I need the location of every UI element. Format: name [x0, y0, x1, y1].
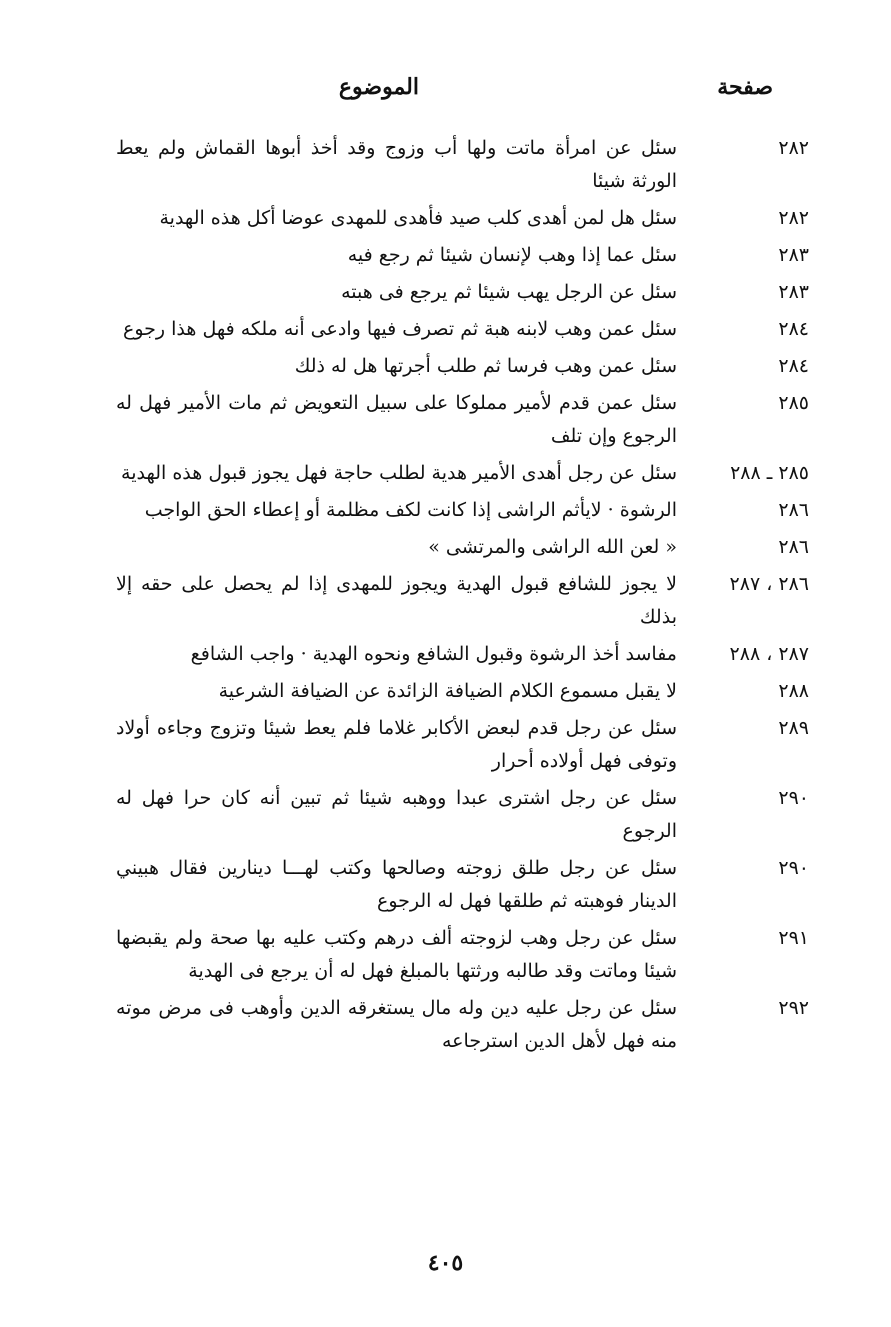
index-entries	[0, 132, 891, 1062]
entry-page-number: ٢٩٠	[778, 857, 809, 879]
entry-topic: لا يجوز للشافع قبول الهدية ويجوز للمهدى إذا لم يحصل على حقه إلا بذلك	[116, 573, 677, 628]
entry-topic: سئل عن رجل طلق زوجته وصالحها وكتب لهـــا دينارين فقال هبيني الدينار فوهبته ثم طلقها فهل له الرجوع	[116, 857, 677, 912]
entry-page-number: ٢٨٥	[778, 392, 809, 414]
index-entry	[0, 276, 891, 309]
index-entry	[0, 313, 891, 346]
index-entry	[0, 239, 891, 272]
entry-page-number: ٢٨٣	[778, 281, 809, 303]
entry-topic: « لعن الله الراشى والمرتشى »	[428, 536, 677, 558]
entry-page-number: ٢٨٤	[778, 355, 809, 377]
index-entry	[0, 782, 891, 848]
entry-topic: سئل عمن وهب فرسا ثم طلب أجرتها هل له ذلك	[294, 355, 677, 377]
index-entry	[0, 202, 891, 235]
index-entry	[0, 350, 891, 383]
entry-page-number: ٢٩٠	[778, 787, 809, 809]
entry-page-number: ٢٨٧ ، ٢٨٨	[729, 643, 809, 665]
entry-topic: سئل عن رجل عليه دين وله مال يستغرقه الدين وأوهب فى مرض موته منه فهل لأهل الدين استرجاعه	[116, 997, 677, 1052]
entry-topic: سئل عن رجل قدم لبعض الأكابر غلاما فلم يعط شيئا وتزوج وجاءه أولاد وتوفى فهل أولاده أحرار	[116, 717, 677, 772]
page-folio-number: ٤٠٥	[427, 1250, 464, 1276]
topic-column-title: الموضوع	[338, 74, 419, 100]
index-entry	[0, 494, 891, 527]
entry-page-number: ٢٨٤	[778, 318, 809, 340]
entry-page-number: ٢٨٣	[778, 244, 809, 266]
entry-page-number: ٢٨٥ ـ ٢٨٨	[730, 462, 809, 484]
index-entry	[0, 531, 891, 564]
entry-page-number: ٢٩١	[778, 927, 809, 949]
entry-page-number: ٢٨٢	[778, 137, 809, 159]
entry-page-number: ٢٨٦	[778, 536, 809, 558]
entry-page-number: ٢٨٨	[778, 680, 809, 702]
index-entry	[0, 387, 891, 453]
index-entry	[0, 457, 891, 490]
entry-topic: سئل عن رجل أهدى الأمير هدية لطلب حاجة فهل يجوز قبول هذه الهدية	[121, 462, 677, 484]
entry-topic: سئل عن امرأة ماتت ولها أب وزوج وقد أخذ أبوها القماش ولم يعط الورثة شيئا	[116, 137, 677, 192]
index-entry	[0, 712, 891, 778]
index-entry	[0, 568, 891, 634]
entry-topic: سئل عن الرجل يهب شيئا ثم يرجع فى هبته	[341, 281, 677, 303]
index-entry	[0, 675, 891, 708]
entry-page-number: ٢٨٢	[778, 207, 809, 229]
entry-topic: سئل عن رجل وهب لزوجته ألف درهم وكتب عليه بها صحة ولم يقبضها شيئا وماتت وقد طالبه ورثتها بالمبلغ فهل له أن يرجع فى الهدية	[116, 927, 677, 982]
entry-topic: الرشوة · لايأثم الراشى إذا كانت لكف مظلمة أو إعطاء الحق الواجب	[144, 499, 677, 521]
entry-topic: سئل عن رجل اشترى عبدا ووهبه شيئا ثم تبين أنه كان حرا فهل له الرجوع	[116, 787, 677, 842]
index-entry	[0, 638, 891, 671]
entry-topic: سئل عمن قدم لأمير مملوكا على سبيل التعويض ثم مات الأمير فهل له الرجوع وإن تلف	[116, 392, 677, 447]
entry-topic: سئل عما إذا وهب لإنسان شيئا ثم رجع فيه	[347, 244, 677, 266]
entry-topic: سئل عمن وهب لابنه هبة ثم تصرف فيها وادعى أنه ملكه فهل هذا رجوع	[123, 318, 677, 340]
index-entry	[0, 922, 891, 988]
index-entry	[0, 852, 891, 918]
column-headers	[0, 74, 891, 114]
entry-page-number: ٢٩٢	[778, 997, 809, 1019]
entry-page-number: ٢٨٩	[778, 717, 809, 739]
entry-topic: لا يقبل مسموع الكلام الضيافة الزائدة عن الضيافة الشرعية	[218, 680, 677, 702]
entry-page-number: ٢٨٦	[778, 499, 809, 521]
page-column-title: صفحة	[717, 74, 773, 100]
entry-topic: مفاسد أخذ الرشوة وقبول الشافع ونحوه الهدية · واجب الشافع	[190, 643, 677, 665]
index-entry	[0, 992, 891, 1058]
entry-page-number: ٢٨٦ ، ٢٨٧	[729, 573, 809, 595]
entry-topic: سئل هل لمن أهدى كلب صيد فأهدى للمهدى عوضا أكل هذه الهدية	[159, 207, 677, 229]
index-entry	[0, 132, 891, 198]
